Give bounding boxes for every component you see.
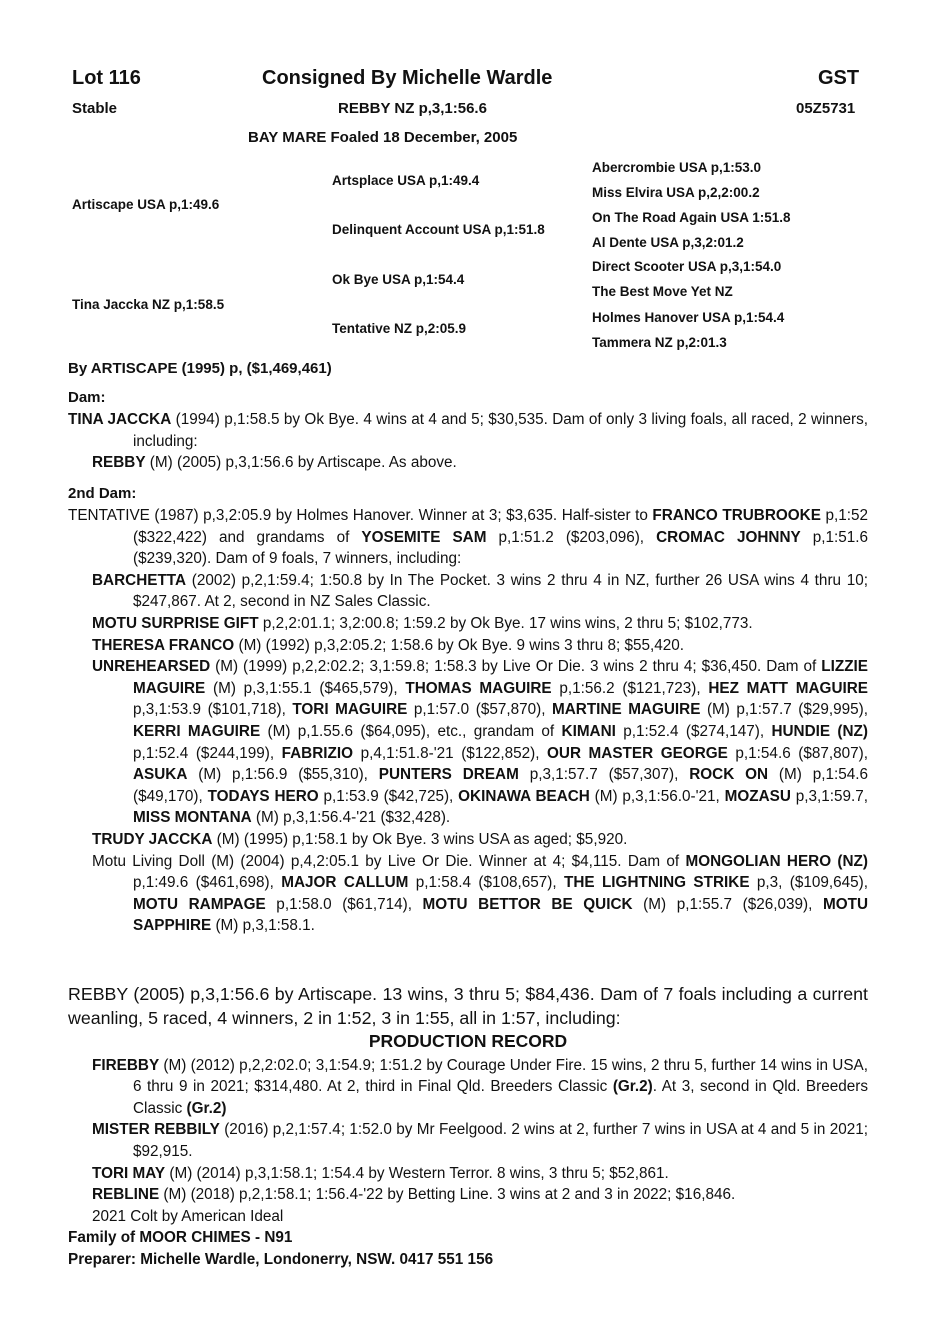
pedigree-gen2: Artsplace USA p,1:49.4	[332, 173, 480, 188]
dam-heading: Dam:	[68, 389, 106, 406]
dam-entry: TINA JACCKA (1994) p,1:58.5 by Ok Bye. 4 wins at 4 and 5; $30,535. Dam of only 3 living foals, all raced, 2 winners, including:	[68, 411, 868, 450]
production-heading: PRODUCTION RECORD	[368, 1031, 568, 1051]
production-section	[68, 983, 868, 1271]
horse-name: REBBY NZ p,3,1:56.6	[338, 100, 487, 117]
gst-label: GST	[818, 67, 860, 89]
progeny-entry: Motu Living Doll (M) (2004) p,4,2:05.1 by Live Or Die. Winner at 4; $4,115. Dam of MONGOLIAN HERO (NZ) p,1:49.6 ($461,698), MAJOR CALLUM p,1:58.4 ($108,657), THE LIGHTNING STRIKE p,3, ($109,645), MOTU RAMPAGE p,1:58.0 ($61,714), MOTU BETTOR BE QUICK (M) p,1:55.7 ($26,039), MOTU SAPPHIRE (M) p,3,1:58.1.	[92, 852, 868, 935]
pedigree-gen3: The Best Move Yet NZ	[592, 284, 733, 299]
family-line: Family of MOOR CHIMES - N91	[68, 1229, 293, 1247]
pedigree-gen2: Tentative NZ p,2:05.9	[332, 321, 467, 336]
pedigree-gen2: Delinquent Account USA p,1:51.8	[332, 222, 545, 237]
horse-name: REBBY	[92, 454, 146, 472]
horse-code: 05Z5731	[796, 100, 856, 117]
pedigree-gen2: Ok Bye USA p,1:54.4	[332, 272, 465, 287]
consignor-title: Consigned By Michelle Wardle	[262, 67, 553, 89]
dam-entry: REBBY (M) (2005) p,3,1:56.6 by Artiscape. As above.	[92, 454, 457, 472]
production-entry: FIREBBY (M) (2012) p,2,2:02.0; 3,1:54.9; 1:51.2 by Courage Under Fire. 15 wins, 2 thru 5, further 14 wins in USA, 6 thru 9 in 2021; $314,480. At 2, third in Final Qld. Breeders Classic (Gr.2). At 3, second in Qld. Breeders Classic (Gr.2)	[92, 1056, 868, 1117]
by-line: By ARTISCAPE (1995) p, ($1,469,461)	[68, 360, 332, 377]
progeny-entry: MOTU SURPRISE GIFT p,2,2:01.1; 3,2:00.8; 1:59.2 by Ok Bye. 17 wins wins, 2 thru 5; $102,773.	[92, 614, 753, 632]
production-entry: TORI MAY (M) (2014) p,3,1:58.1; 1:54.4 by Western Terror. 8 wins, 3 thru 5; $52,861.	[92, 1164, 669, 1182]
rebby-summary: REBBY (2005) p,3,1:56.6 by Artiscape. 13 wins, 3 thru 5; $84,436. Dam of 7 foals including a current weanling, 5 raced, 4 winners, 2 in 1:52, 3 in 1:55, all in 1:57, including:	[68, 984, 868, 1028]
pedigree-gen3: Al Dente USA p,3,2:01.2	[592, 235, 744, 250]
second-dam-intro: TENTATIVE (1987) p,3,2:05.9 by Holmes Hanover. Winner at 3; $3,635. Half-sister to FRANCO TRUBROOKE p,1:52 ($322,422) and grandams of YOSEMITE SAM p,1:51.2 ($203,096), CROMAC JOHNNY p,1:51.6 ($239,320). Dam of 9 foals, 7 winners, including:	[68, 507, 869, 568]
pedigree-dam: Tina Jaccka NZ p,1:58.5	[72, 297, 225, 312]
pedigree-gen3: Holmes Hanover USA p,1:54.4	[592, 310, 785, 325]
production-entry: REBLINE (M) (2018) p,2,1:58.1; 1:56.4-'22 by Betting Line. 3 wins at 2 and 3 in 2022; $16,846.	[92, 1186, 736, 1204]
pedigree-gen3: Tammera NZ p,2:01.3	[592, 335, 727, 350]
stable-label: Stable	[72, 100, 118, 117]
horse-description: BAY MARE Foaled 18 December, 2005	[248, 129, 518, 146]
progeny-entry: BARCHETTA (2002) p,2,1:59.4; 1:50.8 by In The Pocket. 3 wins 2 thru 4 in NZ, further 26 USA wins 4 thru 10; $247,867. At 2, second in NZ Sales Classic.	[92, 571, 868, 611]
preparer-line: Preparer: Michelle Wardle, Londonerry, NSW. 0417 551 156	[68, 1250, 494, 1268]
second-dam-heading: 2nd Dam:	[68, 485, 137, 502]
progeny-entry: UNREHEARSED (M) (1999) p,2,2:02.2; 3,1:59.8; 1:58.3 by Live Or Die. 3 wins 2 thru 4; $36,450. Dam of LIZZIE MAGUIRE (M) p,3,1:55.1 ($465,579), THOMAS MAGUIRE p,1:56.2 ($121,723), HEZ MATT MAGUIRE p,3,1:53.9 ($101,718), TORI MAGUIRE p,1:57.0 ($57,870), MARTINE MAGUIRE (M) p,1:57.7 ($29,995), KERRI MAGUIRE (M) p,1.55.6 ($64,095), etc., grandam of KIMANI p,1:52.4 ($274,147), HUNDIE (NZ) p,1:52.4 ($244,199), FABRIZIO p,4,1:51.8-'21 ($122,852), OUR MASTER GEORGE p,1:54.6 ($87,807), ASUKA (M) p,1:56.9 ($55,310), PUNTERS DREAM p,3,1:57.7 ($57,307), ROCK ON (M) p,1:54.6 ($49,170), TODAYS HERO p,1:53.9 ($42,725), OKINAWA BEACH (M) p,3,1:56.0-'21, MOZASU p,3,1:59.7, MISS MONTANA (M) p,3,1:56.4-'21 ($32,428).	[92, 658, 869, 827]
progeny-entry: THERESA FRANCO (M) (1992) p,3,2:05.2; 1:58.6 by Ok Bye. 9 wins 3 thru 8; $55,420.	[92, 636, 685, 654]
production-entry: MISTER REBBILY (2016) p,2,1:57.4; 1:52.0 by Mr Feelgood. 2 wins at 2, further 7 wins in USA at 4 and 5 in 2021; $92,915.	[92, 1121, 868, 1160]
lot-number: Lot 116	[72, 67, 141, 89]
second-dam-entries	[68, 505, 868, 937]
pedigree-sire: Artiscape USA p,1:49.6	[72, 197, 220, 212]
horse-name: TINA JACCKA	[68, 411, 172, 428]
pedigree-gen3: Direct Scooter USA p,3,1:54.0	[592, 259, 782, 274]
pedigree-gen3: Miss Elvira USA p,2,2:00.2	[592, 185, 760, 200]
pedigree-gen3: Abercrombie USA p,1:53.0	[592, 160, 762, 175]
production-entry: 2021 Colt by American Ideal	[92, 1207, 284, 1225]
dam-entries	[68, 409, 868, 474]
progeny-entry: TRUDY JACCKA (M) (1995) p,1:58.1 by Ok Bye. 3 wins USA as aged; $5,920.	[92, 830, 628, 848]
pedigree-gen3: On The Road Again USA 1:51.8	[592, 210, 791, 225]
